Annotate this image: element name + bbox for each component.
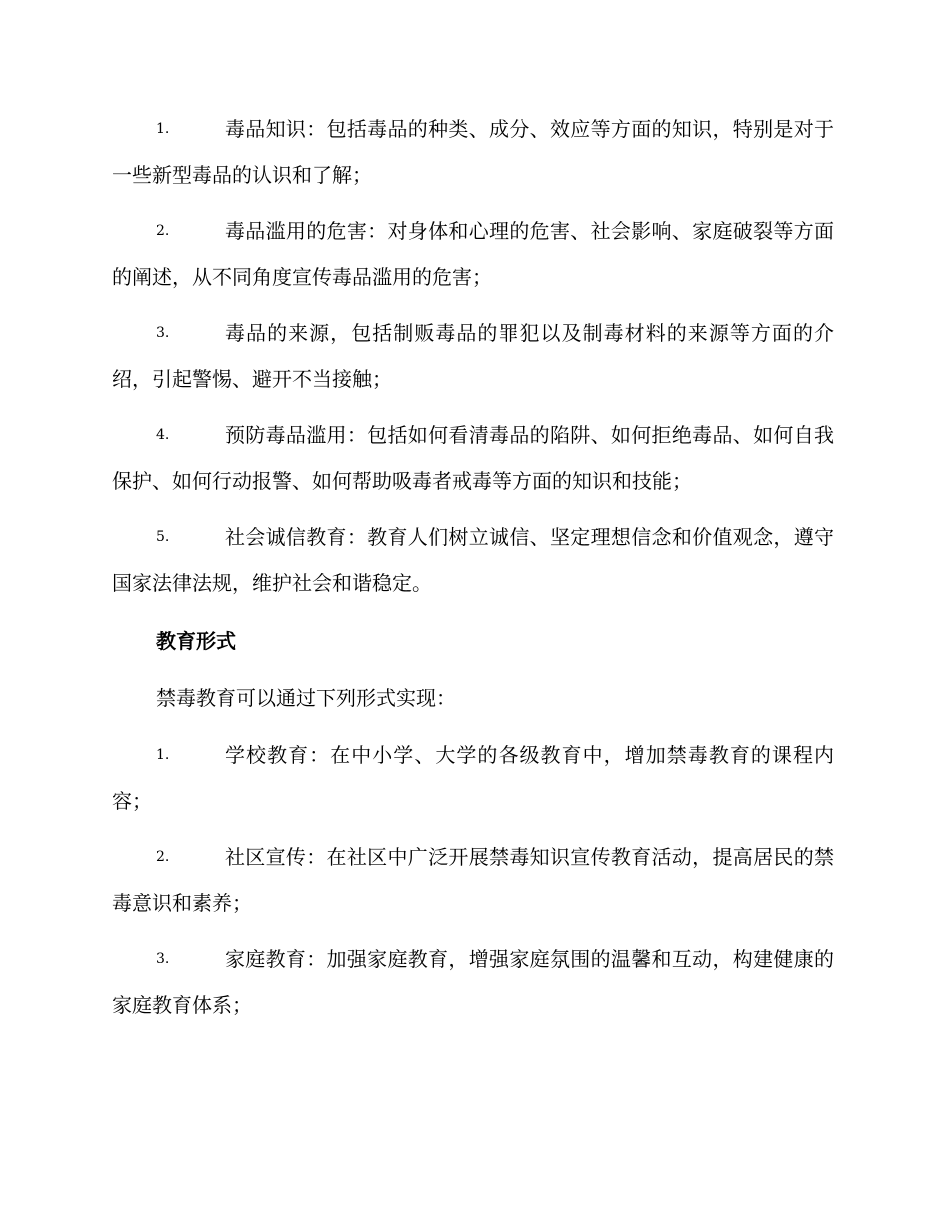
form-item-2: [112, 834, 834, 926]
list-number: 4.: [156, 427, 170, 443]
list-item-text: 毒品滥用的危害：对身体和心理的危害、社会影响、家庭破裂等方面的阐述，从不同角度宣传毒品滥用的危害；: [112, 219, 834, 289]
list-item-text: 社区宣传：在社区中广泛开展禁毒知识宣传教育活动，提高居民的禁毒意识和素养；: [112, 845, 834, 915]
list-number: 1.: [156, 121, 170, 137]
list-item-text: 家庭教育：加强家庭教育，增强家庭氛围的温馨和互动，构建健康的家庭教育体系；: [112, 947, 834, 1017]
list-number: 3.: [156, 325, 170, 341]
content-item-4: [112, 412, 834, 504]
content-item-2: [112, 208, 834, 300]
list-item-text: 预防毒品滥用：包括如何看清毒品的陷阱、如何拒绝毒品、如何自我保护、如何行动报警、如何帮助吸毒者戒毒等方面的知识和技能；: [112, 423, 834, 493]
list-item-text: 毒品的来源，包括制贩毒品的罪犯以及制毒材料的来源等方面的介绍，引起警惕、避开不当接触；: [112, 321, 834, 391]
list-number: 1.: [156, 747, 170, 763]
list-number: 2.: [156, 223, 170, 239]
form-item-1: [112, 732, 834, 824]
list-item-text: 社会诚信教育：教育人们树立诚信、坚定理想信念和价值观念，遵守国家法律法规，维护社会和谐稳定。: [112, 525, 834, 595]
section-heading: 教育形式: [156, 629, 236, 653]
content-item-5: [112, 514, 834, 606]
content-item-3: [112, 310, 834, 402]
form-item-3: [112, 936, 834, 1028]
list-item-text: 毒品知识：包括毒品的种类、成分、效应等方面的知识，特别是对于一些新型毒品的认识和了解；: [112, 117, 834, 187]
list-item-text: 学校教育：在中小学、大学的各级教育中，增加禁毒教育的课程内容；: [112, 743, 834, 813]
list-number: 3.: [156, 951, 170, 967]
list-number: 5.: [156, 529, 170, 545]
content-item-1: [112, 106, 834, 198]
list-number: 2.: [156, 849, 170, 865]
section-intro: 禁毒教育可以通过下列形式实现：: [156, 686, 456, 710]
